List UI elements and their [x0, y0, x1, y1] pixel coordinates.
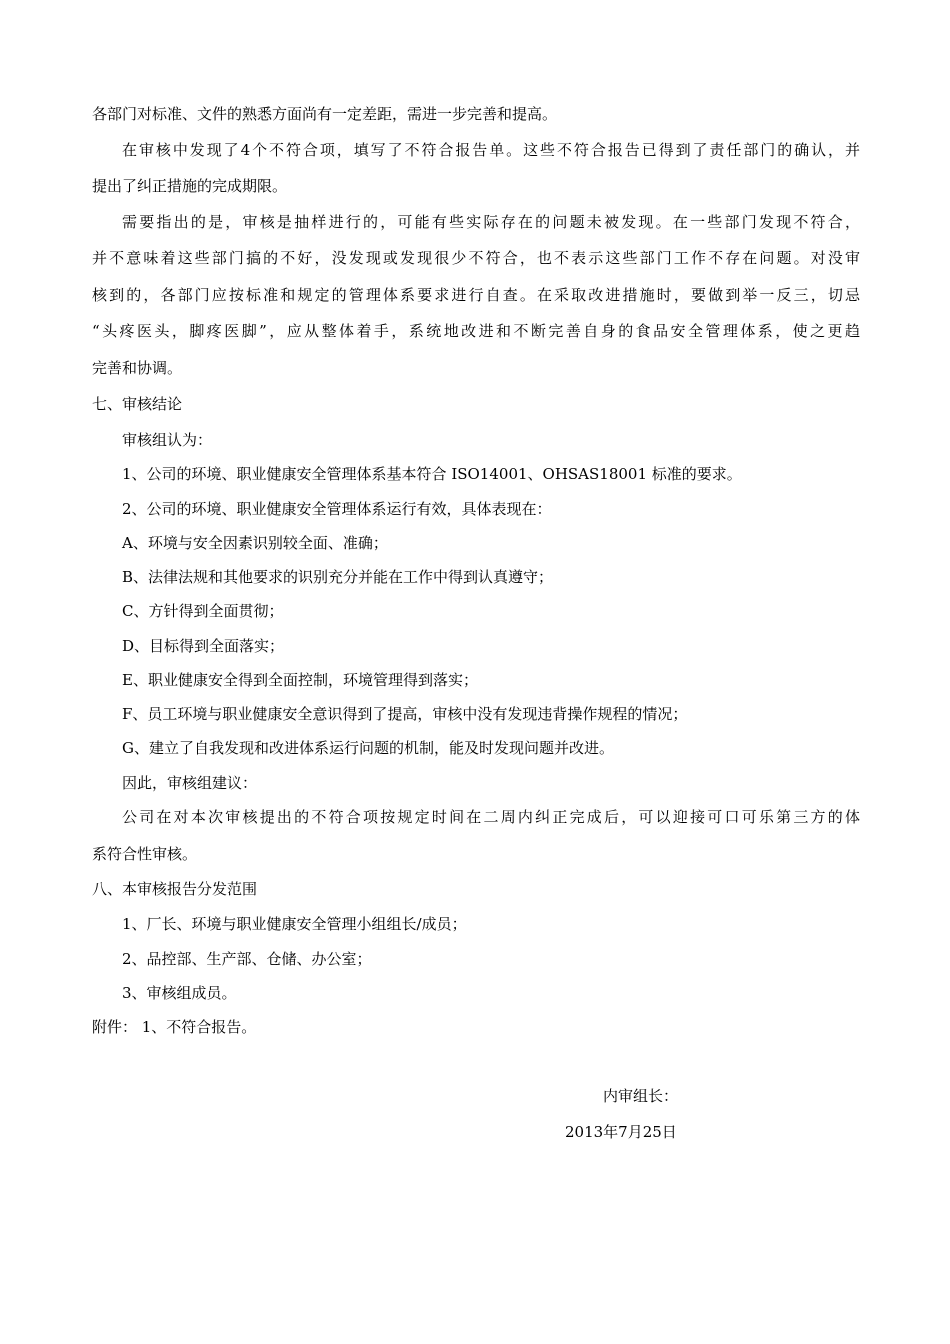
- attachment-line: 附件： 1、不符合报告。: [92, 1018, 257, 1036]
- list-item: 2、公司的环境、职业健康安全管理体系运行有效，具体表现在：: [122, 500, 552, 518]
- list-item: G、建立了自我发现和改进体系运行问题的机制，能及时发现问题并改进。: [122, 739, 614, 757]
- paragraph-line: 在审核中发现了4个不符合项，填写了不符合报告单。这些不符合报告已得到了责任部门的确认，并: [122, 141, 860, 159]
- paragraph-line: 需要指出的是，审核是抽样进行的，可能有些实际存在的问题未被发现。在一些部门发现不符合，: [122, 213, 860, 231]
- paragraph-line: 核到的，各部门应按标准和规定的管理体系要求进行自查。在采取改进措施时，要做到举一反三，切忌: [92, 286, 860, 304]
- paragraph-line: 系符合性审核。: [92, 845, 198, 863]
- paragraph-line: “头疼医头，脚疼医脚”，应从整体着手，系统地改进和不断完善自身的食品安全管理体系，使之更趋: [92, 322, 860, 340]
- paragraph-line: 完善和协调。: [92, 359, 183, 377]
- paragraph-line: 并不意味着这些部门搞的不好，没发现或发现很少不符合，也不表示这些部门工作不存在问题。对没审: [92, 249, 860, 267]
- paragraph-line: 各部门对标准、文件的熟悉方面尚有一定差距，需进一步完善和提高。: [92, 105, 558, 123]
- list-item: D、目标得到全面落实；: [122, 637, 285, 655]
- signature-date: 2013年7月25日: [565, 1123, 677, 1141]
- list-item: 1、厂长、环境与职业健康安全管理小组组长/成员；: [122, 915, 467, 933]
- list-item: 2、品控部、生产部、仓储、办公室；: [122, 950, 372, 968]
- paragraph-line: 公司在对本次审核提出的不符合项按规定时间在二周内纠正完成后，可以迎接可口可乐第三方的体: [122, 808, 860, 826]
- paragraph-line: 审核组认为：: [122, 431, 213, 449]
- list-item: 1、公司的环境、职业健康安全管理体系基本符合 ISO14001、OHSAS18001 标准的要求。: [122, 465, 742, 483]
- list-item: E、职业健康安全得到全面控制，环境管理得到落实；: [122, 671, 478, 689]
- list-item: F、员工环境与职业健康安全意识得到了提高，审核中没有发现违背操作规程的情况；: [122, 705, 688, 723]
- list-item: B、法律法规和其他要求的识别充分并能在工作中得到认真遵守；: [122, 568, 554, 586]
- list-item: C、方针得到全面贯彻；: [122, 602, 284, 620]
- section-heading: 七、审核结论: [92, 395, 183, 413]
- paragraph-line: 因此，审核组建议：: [122, 774, 258, 792]
- signature-label: 内审组长：: [603, 1087, 679, 1105]
- section-heading: 八、本审核报告分发范围: [92, 880, 258, 898]
- list-item: A、环境与安全因素识别较全面、准确；: [122, 534, 388, 552]
- paragraph-line: 提出了纠正措施的完成期限。: [92, 177, 288, 195]
- list-item: 3、审核组成员。: [122, 984, 237, 1002]
